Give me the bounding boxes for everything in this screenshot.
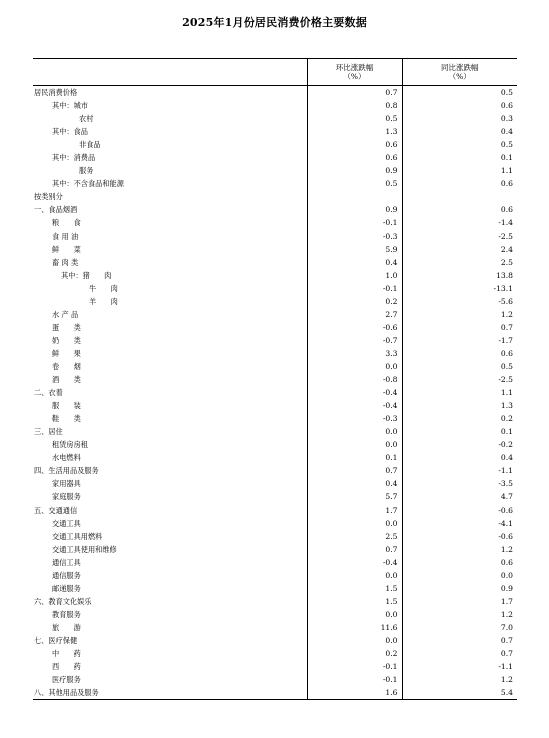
table-row (33, 99, 517, 112)
yoy-value: 1.1 (402, 164, 517, 177)
table-row (33, 334, 517, 347)
yoy-value: 1.2 (402, 543, 517, 556)
table-row (33, 386, 517, 399)
yoy-value: 0.4 (402, 451, 517, 464)
table-row (33, 556, 517, 569)
yoy-header-title: 同比涨跌幅 (441, 63, 479, 72)
table-row (33, 517, 517, 530)
yoy-value: 1.2 (402, 308, 517, 321)
table-row (33, 243, 517, 256)
table-row (33, 282, 517, 295)
header-row (33, 59, 517, 86)
yoy-value: 1.2 (402, 673, 517, 686)
table-row (33, 177, 517, 190)
yoy-value: -4.1 (402, 517, 517, 530)
yoy-value: 1.3 (402, 399, 517, 412)
row-label: 农村 (79, 114, 94, 124)
yoy-value: 0.0 (402, 569, 517, 582)
mom-value: 0.5 (307, 177, 402, 190)
table-row (33, 425, 517, 438)
yoy-value (402, 190, 517, 203)
mom-value: 2.7 (307, 308, 402, 321)
yoy-value: 4.7 (402, 490, 517, 503)
yoy-value: -3.5 (402, 477, 517, 490)
yoy-value: 0.2 (402, 412, 517, 425)
yoy-value: -1.7 (402, 334, 517, 347)
table-header (33, 59, 517, 86)
row-label: 居民消费价格 (34, 88, 78, 98)
yoy-value: -0.6 (402, 530, 517, 543)
yoy-value: -0.2 (402, 438, 517, 451)
yoy-value: 0.5 (402, 86, 517, 100)
yoy-value: -1.1 (402, 464, 517, 477)
mom-value: -0.1 (307, 660, 402, 673)
mom-header-title: 环比涨跌幅 (335, 63, 374, 72)
mom-value: 0.7 (307, 464, 402, 477)
yoy-column-header (402, 59, 517, 86)
table-row (33, 582, 517, 595)
table-row (33, 138, 517, 151)
row-label: 其中：城市 (52, 101, 88, 111)
mom-value: 5.7 (307, 490, 402, 503)
table-row (33, 530, 517, 543)
category-column-header (33, 59, 307, 86)
mom-value: 1.5 (307, 595, 402, 608)
mom-value: 0.0 (307, 438, 402, 451)
mom-value: 1.5 (307, 582, 402, 595)
row-label: 卷 烟 (52, 362, 81, 371)
table-row (33, 595, 517, 608)
yoy-value: 0.6 (402, 556, 517, 569)
mom-value: -0.1 (307, 216, 402, 229)
table-row (33, 477, 517, 490)
table-row (33, 295, 517, 308)
mom-value: 1.0 (307, 269, 402, 282)
row-label: 蛋 类 (52, 322, 81, 332)
cpi-data-table (33, 58, 517, 700)
mom-value: -0.4 (307, 399, 402, 412)
mom-value: 1.3 (307, 125, 402, 138)
mom-value: -0.4 (307, 556, 402, 569)
mom-value: 2.5 (307, 530, 402, 543)
row-label: 水 产 品 (52, 309, 79, 319)
table-row (33, 86, 517, 100)
row-label: 畜 肉 类 (52, 257, 79, 267)
mom-value: -0.7 (307, 334, 402, 347)
row-label: 交通工具用燃料 (52, 531, 103, 541)
row-label: 医疗服务 (52, 675, 81, 685)
table-row (33, 360, 517, 373)
table-row (33, 464, 517, 477)
yoy-value: 1.2 (402, 608, 517, 621)
yoy-value: 2.4 (402, 243, 517, 256)
row-label: 羊 肉 (89, 296, 118, 306)
yoy-value: 0.7 (402, 647, 517, 660)
row-label: 七、医疗保健 (34, 635, 78, 645)
table-row (33, 151, 517, 164)
mom-value: 5.9 (307, 243, 402, 256)
yoy-header-unit: （%） (448, 72, 471, 81)
table-row (33, 490, 517, 503)
table-row (33, 308, 517, 321)
mom-value: 0.5 (307, 112, 402, 125)
mom-value (307, 190, 402, 203)
table-row (33, 673, 517, 686)
yoy-value: -1.1 (402, 660, 517, 673)
table-row (33, 203, 517, 216)
row-label: 服 装 (52, 401, 81, 411)
table-row (33, 112, 517, 125)
yoy-value: -1.4 (402, 216, 517, 229)
row-label: 中 药 (52, 649, 81, 659)
table-row (33, 647, 517, 660)
yoy-value: -5.6 (402, 295, 517, 308)
row-label: 非食品 (79, 140, 101, 150)
table-row (33, 373, 517, 386)
row-label: 教育服务 (52, 609, 81, 619)
mom-value: 0.7 (307, 543, 402, 556)
yoy-value: 5.4 (402, 686, 517, 700)
table-row (33, 230, 517, 243)
table-row (33, 634, 517, 647)
mom-column-header (307, 59, 402, 86)
yoy-value: 2.5 (402, 256, 517, 269)
mom-value: 0.9 (307, 203, 402, 216)
yoy-value: 0.6 (402, 203, 517, 216)
table-row (33, 321, 517, 334)
yoy-value: 0.3 (402, 112, 517, 125)
mom-value: -0.1 (307, 673, 402, 686)
yoy-value: 0.5 (402, 360, 517, 373)
mom-value: 1.7 (307, 504, 402, 517)
mom-value: 0.4 (307, 256, 402, 269)
row-label: 其中：不含食品和能源 (52, 179, 124, 189)
mom-value: 0.0 (307, 425, 402, 438)
row-label: 其中：消费品 (52, 153, 96, 163)
mom-value: -0.1 (307, 282, 402, 295)
table-row (33, 347, 517, 360)
row-label: 鞋 类 (52, 414, 81, 424)
mom-value: -0.4 (307, 386, 402, 399)
yoy-value: -2.5 (402, 230, 517, 243)
mom-value: 0.2 (307, 295, 402, 308)
mom-value: 0.0 (307, 634, 402, 647)
mom-value: 0.4 (307, 477, 402, 490)
table-row (33, 608, 517, 621)
row-label: 交通工具 (52, 518, 81, 528)
table-row (33, 621, 517, 634)
row-label: 服务 (79, 166, 94, 176)
yoy-value: -13.1 (402, 282, 517, 295)
mom-value: 0.8 (307, 99, 402, 112)
table-row (33, 543, 517, 556)
row-label: 五、交通通信 (34, 505, 78, 515)
table-row (33, 256, 517, 269)
row-label: 家庭服务 (52, 492, 81, 502)
mom-value: 0.0 (307, 360, 402, 373)
table-row (33, 269, 517, 282)
mom-value: 3.3 (307, 347, 402, 360)
row-label: 八、其他用品及服务 (34, 688, 99, 698)
table-row (33, 412, 517, 425)
mom-header-unit: （%） (343, 72, 366, 81)
row-label: 牛 肉 (89, 283, 118, 293)
row-label: 酒 类 (52, 375, 81, 385)
row-label: 交通工具使用和维修 (52, 544, 117, 554)
mom-value: -0.3 (307, 412, 402, 425)
page-title: 2025年1月份居民消费价格主要数据 (182, 16, 367, 29)
mom-value: 0.6 (307, 138, 402, 151)
row-label: 旅 游 (52, 622, 81, 632)
row-label: 其中：食品 (52, 127, 88, 137)
mom-value: 0.9 (307, 164, 402, 177)
yoy-value: 0.7 (402, 321, 517, 334)
yoy-value: -0.6 (402, 504, 517, 517)
row-label: 邮递服务 (52, 583, 81, 593)
row-label: 水电燃料 (52, 453, 81, 463)
mom-value: 0.7 (307, 86, 402, 100)
table-row (33, 660, 517, 673)
table-row (33, 216, 517, 229)
yoy-value: 0.4 (402, 125, 517, 138)
row-label: 西 药 (52, 662, 81, 672)
row-label: 鲜 果 (52, 348, 81, 358)
yoy-value: 0.1 (402, 425, 517, 438)
mom-value: 11.6 (307, 621, 402, 634)
mom-value: 0.0 (307, 517, 402, 530)
table-row (33, 125, 517, 138)
yoy-value: 13.8 (402, 269, 517, 282)
row-label: 按类别分 (34, 192, 63, 202)
mom-value: 0.6 (307, 151, 402, 164)
row-label: 三、居住 (34, 427, 63, 437)
yoy-value: 0.9 (402, 582, 517, 595)
yoy-value: 0.1 (402, 151, 517, 164)
mom-value: -0.3 (307, 230, 402, 243)
row-label: 食 用 油 (52, 231, 79, 241)
yoy-value: 1.1 (402, 386, 517, 399)
row-label: 粮 食 (52, 218, 81, 228)
row-label: 一、食品烟酒 (34, 205, 78, 215)
row-label: 通信服务 (52, 570, 81, 580)
mom-value: 0.0 (307, 608, 402, 621)
yoy-value: 0.6 (402, 99, 517, 112)
row-label: 四、生活用品及服务 (34, 466, 99, 476)
table-row (33, 569, 517, 582)
mom-value: 0.0 (307, 569, 402, 582)
yoy-value: 0.7 (402, 634, 517, 647)
row-label: 二、衣着 (34, 388, 63, 398)
yoy-value: 1.7 (402, 595, 517, 608)
mom-value: 0.2 (307, 647, 402, 660)
table-row (33, 438, 517, 451)
row-label: 家用器具 (52, 479, 81, 489)
row-label: 通信工具 (52, 557, 81, 567)
table-row (33, 451, 517, 464)
mom-value: 0.1 (307, 451, 402, 464)
yoy-value: 0.6 (402, 347, 517, 360)
row-label: 鲜 菜 (52, 244, 81, 254)
mom-value: -0.8 (307, 373, 402, 386)
table-row (33, 504, 517, 517)
row-label: 其中：猪 肉 (61, 270, 112, 280)
table-row (33, 399, 517, 412)
table-body (33, 86, 517, 700)
mom-value: -0.6 (307, 321, 402, 334)
table-row (33, 190, 517, 203)
yoy-value: 0.5 (402, 138, 517, 151)
yoy-value: 0.6 (402, 177, 517, 190)
row-label: 租赁房房租 (52, 440, 88, 450)
mom-value: 1.6 (307, 686, 402, 700)
table-row (33, 164, 517, 177)
table-row (33, 686, 517, 700)
row-label: 六、教育文化娱乐 (34, 596, 92, 606)
yoy-value: -2.5 (402, 373, 517, 386)
yoy-value: 7.0 (402, 621, 517, 634)
row-label: 奶 类 (52, 335, 81, 345)
